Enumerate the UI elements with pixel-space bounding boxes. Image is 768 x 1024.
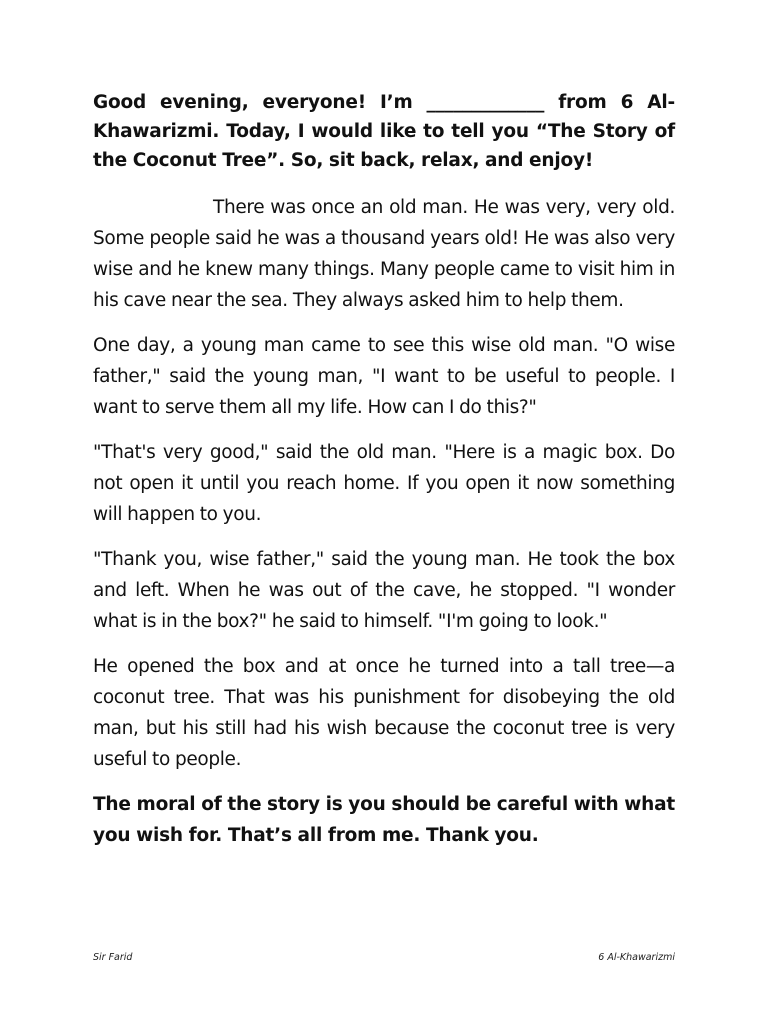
page-footer bbox=[93, 952, 675, 963]
footer-author: Sir Farid bbox=[93, 952, 133, 963]
document-page bbox=[93, 88, 675, 851]
story-paragraph-2: One day, a young man came to see this wise old man. "O wise father," said the young man, "I want to be useful to people. I want to serve them all my life. How can I do this?" bbox=[93, 335, 675, 418]
story-paragraph-3: "That's very good," said the old man. "Here is a magic box. Do not open it until you reach home. If you open it now something will happen to you. bbox=[93, 442, 675, 525]
story-paragraph-1: There was once an old man. He was very, very old. Some people said he was a thousand years old! He was also very wise and he knew many things. Many people came to visit him in his cave near the sea. They always asked him to help them. bbox=[93, 197, 675, 311]
footer-class: 6 Al-Khawarizmi bbox=[598, 952, 675, 963]
intro-paragraph: Good evening, everyone! I’m _____________ from 6 Al-Khawarizmi. Today, I would like to tell you “The Story of the Coconut Tree”. So, sit back, relax, and enjoy! bbox=[93, 92, 675, 171]
story-paragraph-4: "Thank you, wise father," said the young man. He took the box and left. When he was out of the cave, he stopped. "I wonder what is in the box?" he said to himself. "I'm going to look." bbox=[93, 549, 675, 632]
story-paragraph-5: He opened the box and at once he turned into a tall tree—a coconut tree. That was his punishment for disobeying the old man, but his still had his wish because the coconut tree is very useful to people. bbox=[93, 656, 675, 770]
moral-paragraph: The moral of the story is you should be careful with what you wish for. That’s all from me. Thank you. bbox=[93, 794, 675, 846]
